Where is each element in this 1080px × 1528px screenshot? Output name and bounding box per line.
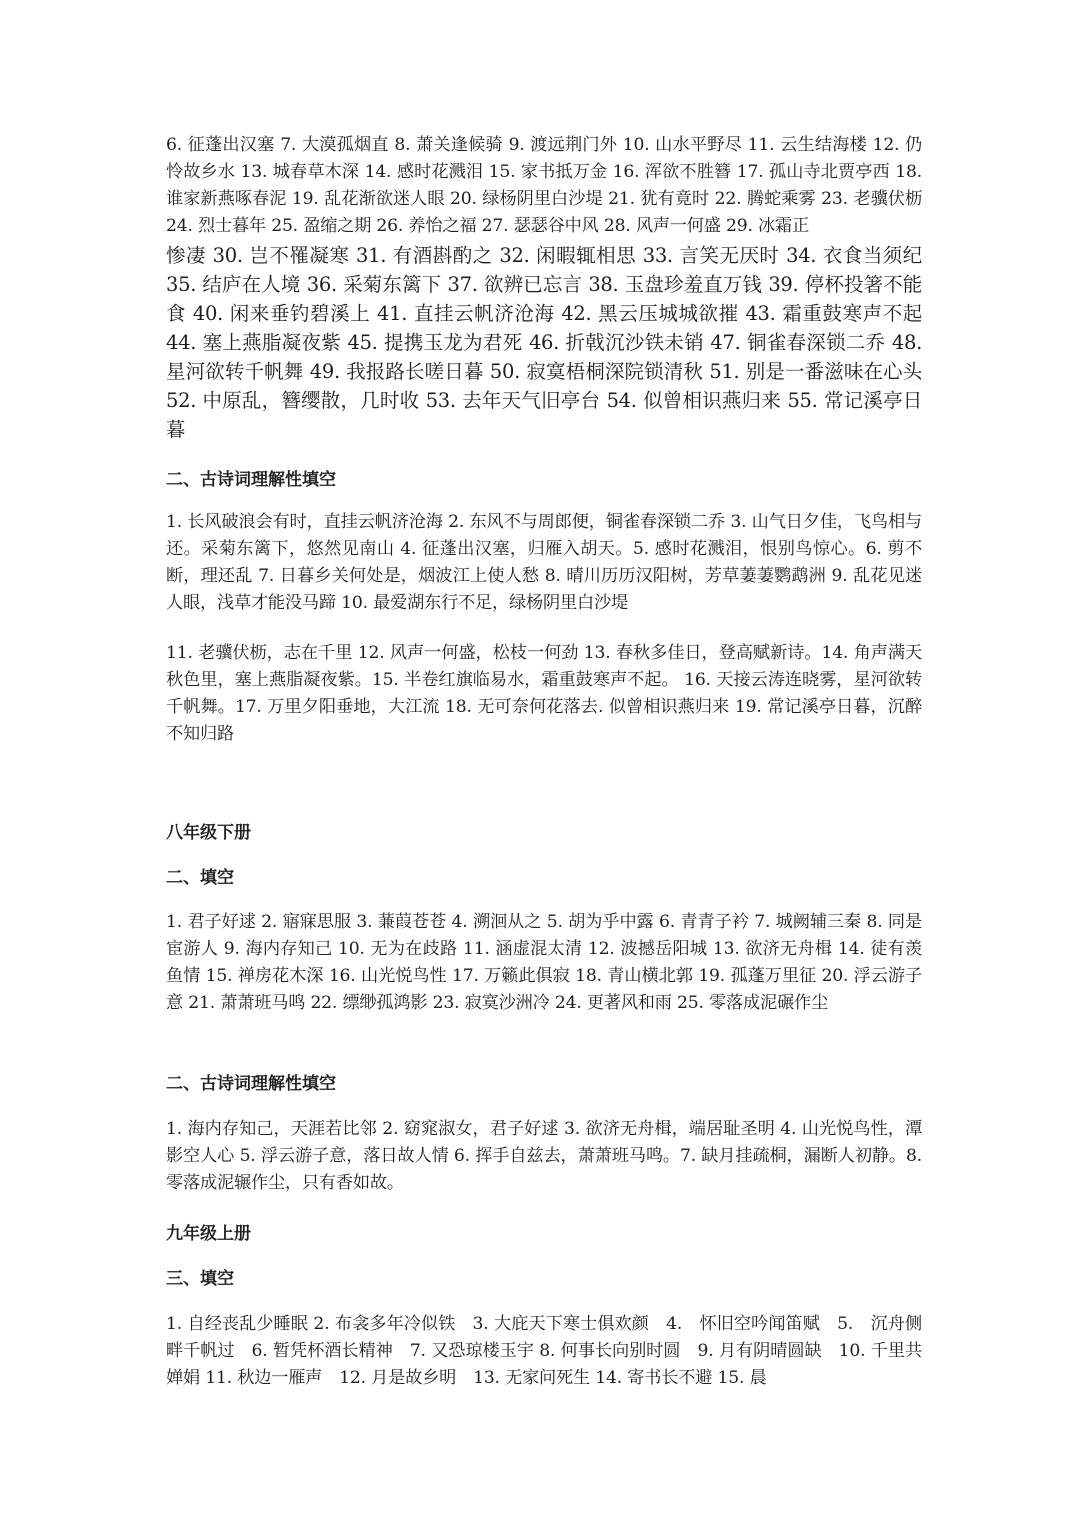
- understanding-answers-11-19: 11. 老骥伏枥，志在千里 12. 风声一何盛，松枝一何劲 13. 春秋多佳日，登高赋新诗。14. 角声满天秋色里，塞上燕脂凝夜紫。15. 半卷红旗临易水，霜重鼓寒声不起。 16. 天接云涛连晓雾，星河欲转千帆舞。17. 万里夕阳垂地，大江流 18. 无可奈何花落去. 似曾相识燕归来 19. 常记溪亭日暮，沉醉不知归路: [166, 643, 922, 744]
- answer-list-continued: 6. 征蓬出汉塞 7. 大漠孤烟直 8. 萧关逢候骑 9. 渡远荆门外 10. 山水平野尽 11. 云生结海楼 12. 仍怜故乡水 13. 城春草木深 14. 感时花溅泪 15. 家书抵万金 16. 浑欲不胜簪 17. 孤山寺北贾亭西 18. 谁家新燕啄春泥 19. 乱花渐欲迷人眼 20. 绿杨阴里白沙堤 21. 犹有竟时 22. 腾蛇乘雾 23. 老骥伏枥 24. 烈士暮年 25. 盈缩之期 26. 养怡之福 27. 瑟瑟谷中风 28. 风声一何盛 29. 冰霜正: [166, 135, 922, 236]
- answer-list-continued-large: 惨凄 30. 岂不罹凝寒 31. 有酒斟酌之 32. 闲暇辄相思 33. 言笑无厌时 34. 衣食当须纪 35. 结庐在人境 36. 采菊东篱下 37. 欲辨已忘言 38. 玉盘珍羞直万钱 39. 停杯投箸不能食 40. 闲来垂钓碧溪上 41. 直挂云帆济沧海 42. 黑云压城城欲摧 43. 霜重鼓寒声不起 44. 塞上燕脂凝夜紫 45. 提携玉龙为君死 46. 折戟沉沙铁未销 47. 铜雀春深锁二乔 48. 星河欲转千帆舞 49. 我报路长嗟日暮 50. 寂寞梧桐深院锁清秋 51. 别是一番滋味在心头 52. 中原乱，簪缨散，几时收 53. 去年天气旧亭台 54. 似曾相识燕归来 55. 常记溪亭日暮: [166, 244, 922, 441]
- understanding-answers-grade8: 1. 海内存知己，天涯若比邻 2. 窈窕淑女，君子好逑 3. 欲济无舟楫，端居耻圣明 4. 山光悦鸟性，潭影空人心 5. 浮云游子意，落日故人情 6. 挥手自兹去，萧萧班马鸣。7. 缺月挂疏桐，漏断人初静。8. 零落成泥辗作尘，只有香如故。: [166, 1119, 922, 1193]
- section-heading-fill-3: 三、填空: [166, 1269, 234, 1289]
- section-heading-fill: 二、填空: [166, 868, 234, 888]
- fill-answers-1-25: 1. 君子好逑 2. 寤寐思服 3. 蒹葭苍苍 4. 溯洄从之 5. 胡为乎中露 6. 青青子衿 7. 城阙辅三秦 8. 同是宦游人 9. 海内存知己 10. 无为在歧路 11. 涵虚混太清 12. 波撼岳阳城 13. 欲济无舟楫 14. 徒有羡鱼情 15. 禅房花木深 16. 山光悦鸟性 17. 万籁此俱寂 18. 青山横北郭 19. 孤蓬万里征 20. 浮云游子意 21. 萧萧班马鸣 22. 缥缈孤鸿影 23. 寂寞沙洲冷 24. 更著风和雨 25. 零落成泥碾作尘: [166, 912, 922, 1013]
- grade-8-vol2-heading: 八年级下册: [166, 823, 251, 843]
- understanding-answers-1-10: 1. 长风破浪会有时，直挂云帆济沧海 2. 东风不与周郎便，铜雀春深锁二乔 3. 山气日夕佳，飞鸟相与还。采菊东篱下，悠然见南山 4. 征蓬出汉塞，归雁入胡天。5. 感时花溅泪，恨别鸟惊心。6. 剪不断，理还乱 7. 日暮乡关何处是，烟波江上使人愁 8. 晴川历历汉阳树，芳草萋萋鹦鹉洲 9. 乱花见迷人眼，浅草才能没马蹄 10. 最爱湖东行不足，绿杨阴里白沙堤: [166, 512, 922, 613]
- section-heading-understanding-fill: 二、古诗词理解性填空: [166, 470, 336, 490]
- fill-answers-grade9: 1. 自经丧乱少睡眠 2. 布衾多年冷似铁 3. 大庇天下寒士俱欢颜 4. 怀旧空吟闻笛赋 5. 沉舟侧畔千帆过 6. 暂凭杯酒长精神 7. 又恐琼楼玉宇 8. 何事长向别时圆 9. 月有阴晴圆缺 10. 千里共婵娟 11. 秋边一雁声 12. 月是故乡明 13. 无家问死生 14. 寄书长不避 15. 晨: [166, 1314, 922, 1388]
- grade-9-vol1-heading: 九年级上册: [166, 1224, 251, 1244]
- section-heading-understanding-fill-2: 二、古诗词理解性填空: [166, 1074, 336, 1094]
